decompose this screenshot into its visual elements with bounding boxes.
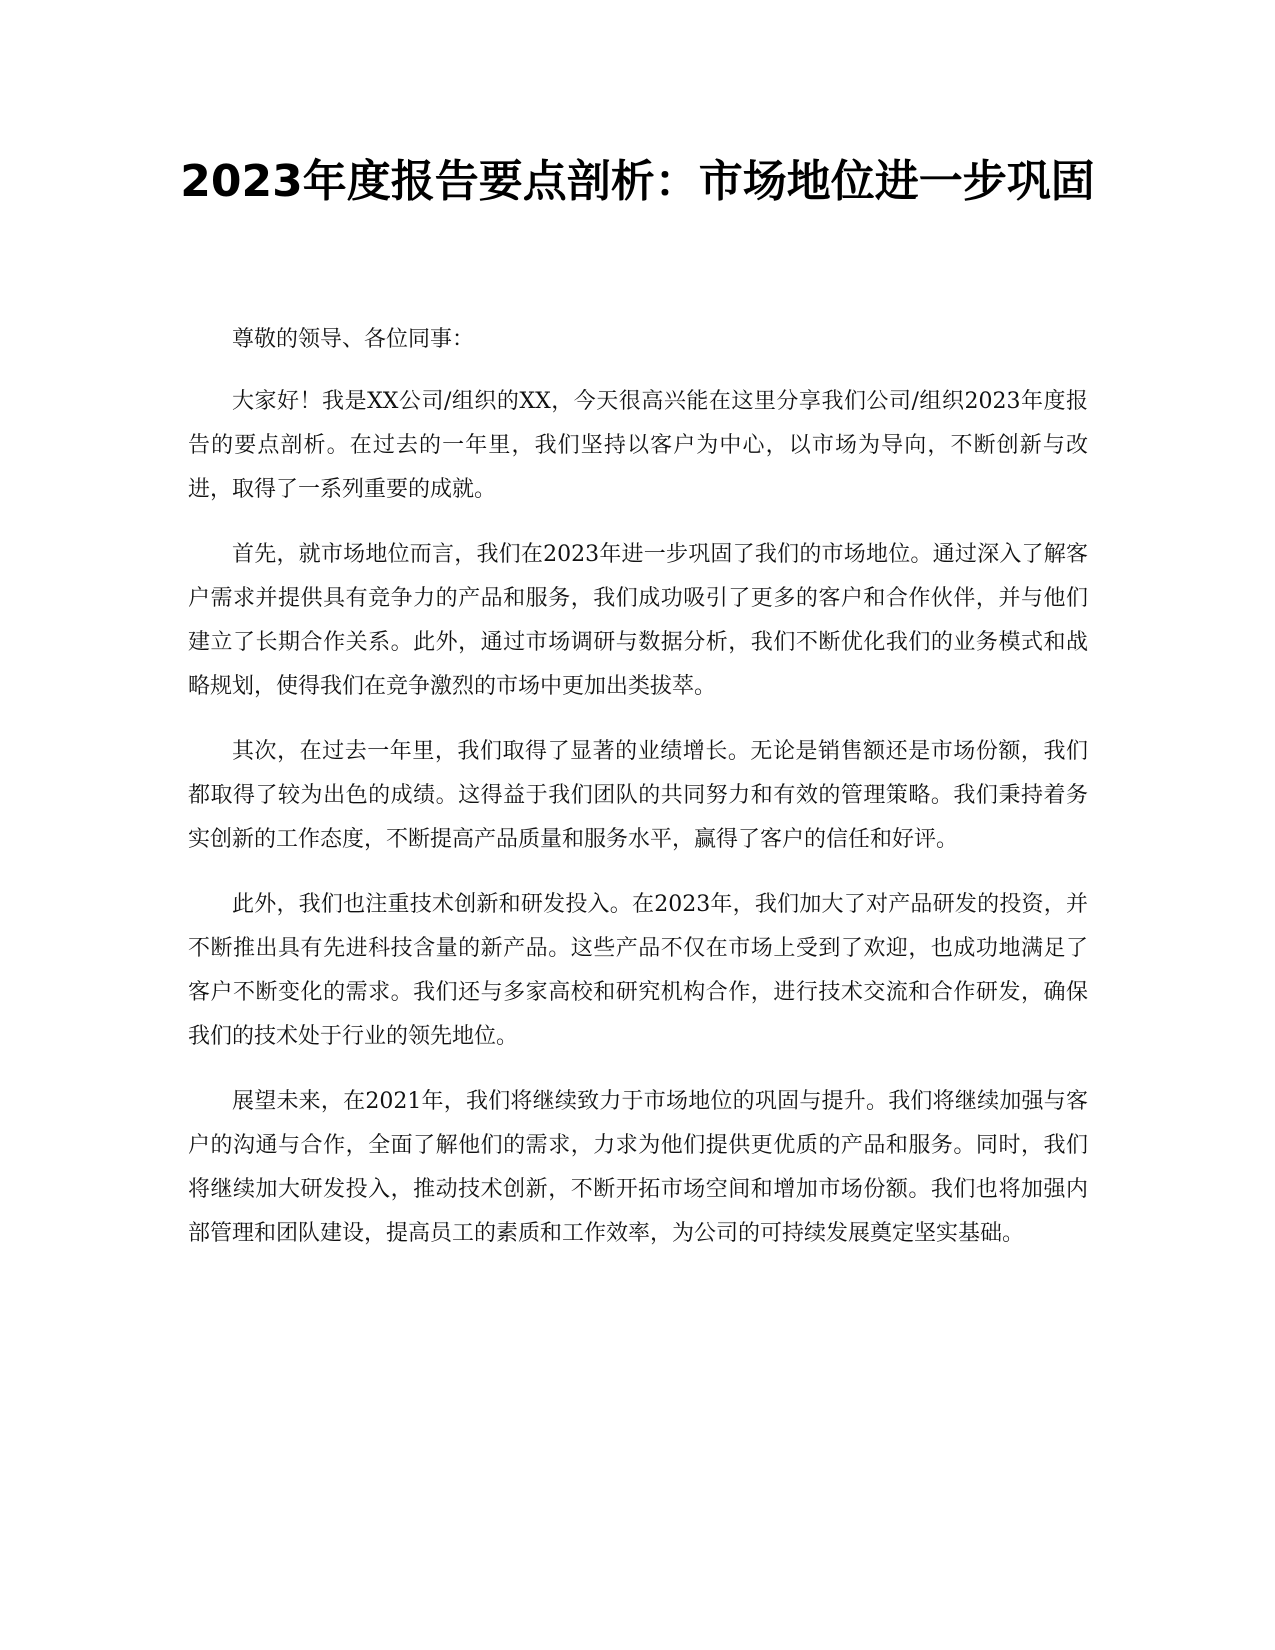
document-body (188, 318, 1088, 1277)
paragraph-performance-growth: 其次，在过去一年里，我们取得了显著的业绩增长。无论是销售额还是市场份额，我们都取得了较为出色的成绩。这得益于我们团队的共同努力和有效的管理策略。我们秉持着务实创新的工作态度，不断提高产品质量和服务水平，赢得了客户的信任和好评。 (188, 739, 1088, 852)
paragraph-technology-innovation: 此外，我们也注重技术创新和研发投入。在2023年，我们加大了对产品研发的投资，并不断推出具有先进科技含量的新产品。这些产品不仅在市场上受到了欢迎，也成功地满足了客户不断变化的需求。我们还与多家高校和研究机构合作，进行技术交流和合作研发，确保我们的技术处于行业的领先地位。 (188, 892, 1088, 1049)
salutation: 尊敬的领导、各位同事： (232, 327, 475, 352)
paragraph-outlook: 展望未来，在2021年，我们将继续致力于市场地位的巩固与提升。我们将继续加强与客户的沟通与合作，全面了解他们的需求，力求为他们提供更优质的产品和服务。同时，我们将继续加大研发投入，推动技术创新，不断开拓市场空间和增加市场份额。我们也将加强内部管理和团队建设，提高员工的素质和工作效率，为公司的可持续发展奠定坚实基础。 (188, 1089, 1088, 1246)
paragraph-intro: 大家好！我是XX公司/组织的XX，今天很高兴能在这里分享我们公司/组织2023年度报告的要点剖析。在过去的一年里，我们坚持以客户为中心，以市场为导向，不断创新与改进，取得了一系列重要的成就。 (188, 389, 1088, 502)
paragraph-market-position: 首先，就市场地位而言，我们在2023年进一步巩固了我们的市场地位。通过深入了解客户需求并提供具有竞争力的产品和服务，我们成功吸引了更多的客户和合作伙伴，并与他们建立了长期合作关系。此外，通过市场调研与数据分析，我们不断优化我们的业务模式和战略规划，使得我们在竞争激烈的市场中更加出类拔萃。 (188, 542, 1088, 699)
document-title: 2023年度报告要点剖析：市场地位进一步巩固 (180, 156, 1095, 207)
